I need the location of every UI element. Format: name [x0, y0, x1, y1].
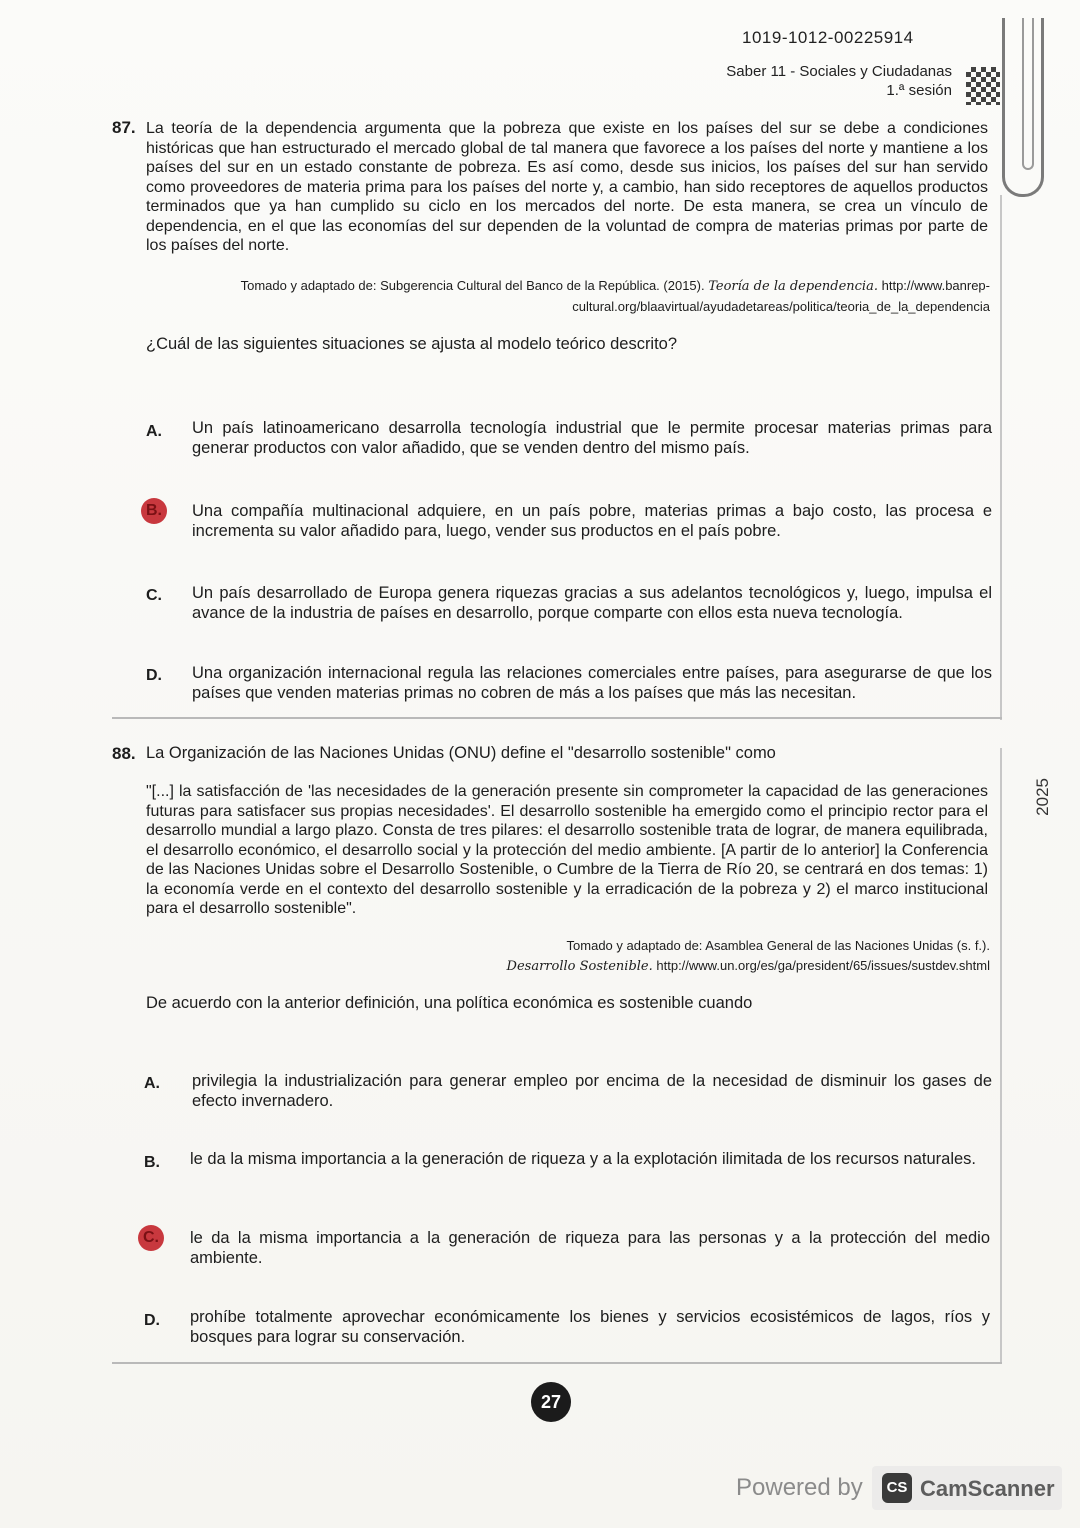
- watermark-powered-by: Powered by: [736, 1474, 863, 1501]
- exam-title: Saber 11 - Sociales y Ciudadanas: [726, 63, 952, 80]
- option-text: le da la misma importancia a la generación de riqueza para las personas y a la protección del medio ambiente.: [190, 1229, 990, 1267]
- question-88-quote: "[...] la satisfacción de 'las necesidades de la generación presente sin comprometer la capacidad de las generaciones futuras para satisfacer sus propias necesidades'. El desarrollo sostenible ha emergido como el principio rector para el desarrollo mundial a largo plazo. Consta de tres pilares: el desarrollo sostenible trata de lograr, de manera equilibrada, el desarrollo económico, el desarrollo social y la protección del medio ambiente. [A partir de lo anterior] la Conferencia de las Naciones Unidas sobre el Desarrollo Sostenible, o Cumbre de la Tierra de Río 20, se centrará en dos temas: 1) la economía verde en el contexto del desarrollo sostenible y la erradicación de la pobreza y 2) el marco institucional para el desarrollo sostenible".: [146, 783, 988, 917]
- question-87-prompt: ¿Cuál de las siguientes situaciones se ajusta al modelo teórico descrito?: [146, 335, 678, 353]
- section-divider-bottom: [112, 1362, 1002, 1364]
- source-88-line-1: Tomado y adaptado de: Asamblea General de las Naciones Unidas (s. f.).: [566, 938, 990, 953]
- option-text: Un país desarrollado de Europa genera riquezas gracias a sus adelantos tecnológicos y, luego, impulsa el avance de la industria de países en desarrollo, porque comparte con ellos esta nueva tecnología.: [192, 584, 992, 622]
- option-letter: D.: [144, 1312, 160, 1329]
- question-87-passage: La teoría de la dependencia argumenta que la pobreza que existe en los países del sur se debe a condiciones históricas que han estructurado el mercado global de tal manera que favorece a los países del norte y mantiene a los países del sur en un estado constante de pobreza. Es así como, desde sus inicios, los países del sur han servido como proveedores de materia prima para los países del norte y, a cambio, han sido receptores de aquellos productos terminados que ya han cumplido su ciclo en los mercados del norte. De esta manera, se crea un vínculo de dependencia, en el que las economías del sur dependen de la voluntad de compra de materias primas por parte de los países del norte.: [146, 120, 988, 254]
- question-88-number: 88.: [112, 744, 136, 763]
- right-margin-line: [1000, 195, 1002, 720]
- right-margin-line-2: [1000, 748, 1002, 1364]
- question-87-source: [241, 276, 990, 317]
- source-87-url-1: http://www.banrep-: [881, 278, 990, 293]
- option-letter: A.: [146, 423, 162, 440]
- question-88-source: [507, 936, 990, 977]
- source-87-url-2: cultural.org/blaavirtual/ayudadetareas/politica/teoria_de_la_dependencia: [572, 299, 990, 314]
- camscanner-logo-icon: CS: [882, 1473, 912, 1503]
- qr-code-icon: [966, 67, 1000, 105]
- option-text: privilegia la industrialización para generar empleo por encima de la necesidad de disminuir los gases de efecto invernadero.: [192, 1072, 992, 1110]
- source-87-title: Teoría de la dependencia.: [708, 279, 878, 294]
- booklet-code: 1019-1012-00225914: [742, 28, 914, 47]
- source-87-prefix: Tomado y adaptado de: Subgerencia Cultural del Banco de la República. (2015).: [240, 278, 705, 293]
- camscanner-brand: CamScanner: [920, 1476, 1055, 1501]
- exam-session: 1.ª sesión: [886, 82, 952, 99]
- option-letter-selected: B.: [141, 498, 167, 524]
- source-88-url: http://www.un.org/es/ga/president/65/issues/sustdev.shtml: [656, 958, 990, 973]
- option-text: Un país latinoamericano desarrolla tecnología industrial que le permite procesar materias primas para generar productos con valor añadido, que se venden dentro del mismo país.: [192, 419, 992, 457]
- option-letter: C.: [146, 587, 162, 604]
- question-87-number: 87.: [112, 118, 136, 137]
- side-year-stamp: 2025: [1033, 778, 1052, 816]
- section-divider: [112, 717, 1002, 719]
- option-letter: A.: [144, 1075, 160, 1092]
- question-88-intro: La Organización de las Naciones Unidas (ONU) define el "desarrollo sostenible" como: [146, 744, 776, 762]
- source-88-title: Desarrollo Sostenible.: [506, 959, 653, 974]
- option-text: prohíbe totalmente aprovechar económicamente los bienes y servicios ecosistémicos de lagos, ríos y bosques para lograr su conservación.: [190, 1308, 990, 1346]
- option-letter: D.: [146, 667, 162, 684]
- option-letter-selected: C.: [138, 1225, 164, 1251]
- question-88-prompt: De acuerdo con la anterior definición, una política económica es sostenible cuando: [146, 994, 753, 1012]
- page-number: 27: [531, 1382, 571, 1422]
- option-letter: B.: [144, 1154, 160, 1171]
- option-text: Una organización internacional regula las relaciones comerciales entre países, para asegurarse de que los países que venden materias primas no cobren de más a los países que más las necesitan.: [192, 664, 992, 702]
- option-text: Una compañía multinacional adquiere, en un país pobre, materias primas a bajo costo, las procesa e incrementa su valor añadido para, luego, vender sus productos en el país pobre.: [192, 502, 992, 540]
- paper-clip-inner: [1022, 18, 1034, 170]
- option-text: le da la misma importancia a la generación de riqueza y a la explotación ilimitada de los recursos naturales.: [190, 1150, 976, 1168]
- exam-header: [726, 62, 952, 100]
